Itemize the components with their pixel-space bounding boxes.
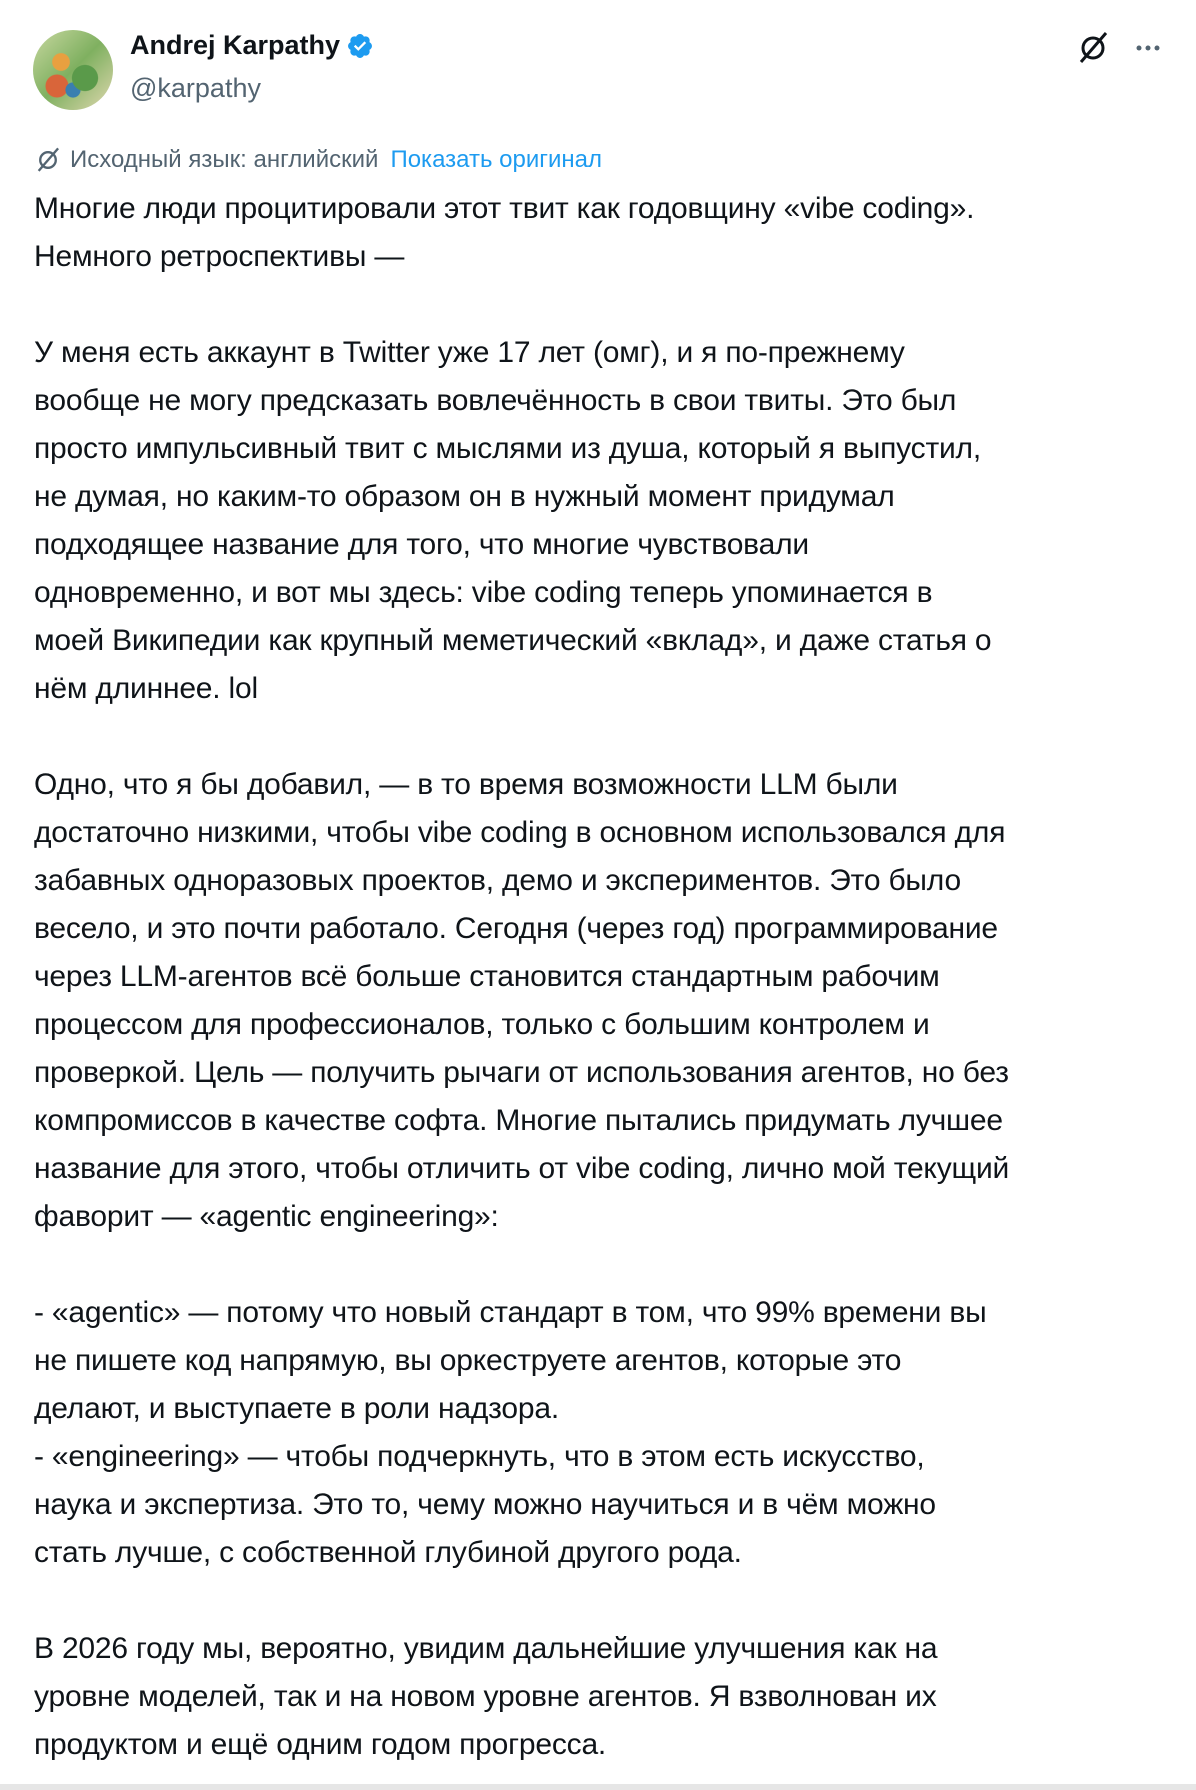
tweet-text-line: весело, и это почти работало. Сегодня (через год) программирование [34, 912, 998, 945]
author-name-row[interactable] [130, 30, 374, 61]
tweet-text-line: проверкой. Цель — получить рычаги от использования агентов, но без [34, 1056, 1009, 1089]
tweet-text-line: Одно, что я бы добавил, — в то время возможности LLM были [34, 768, 898, 801]
tweet-text-line: уровне моделей, так и на новом уровне агентов. Я взволнован их [34, 1680, 937, 1713]
tweet-text-line: процессом для профессионалов, только с большим контролем и [34, 1008, 930, 1041]
tweet-text-line: не пишете код напрямую, вы оркеструете агентов, которые это [34, 1344, 902, 1377]
translation-label: Исходный язык: английский [70, 146, 379, 173]
author-handle[interactable]: @karpathy [130, 73, 261, 103]
tweet-text-line: одновременно, и вот мы здесь: vibe coding теперь упоминается в [34, 576, 933, 609]
translation-notice [34, 146, 602, 174]
tweet-text-line: делают, и выступаете в роли надзора. [34, 1392, 559, 1425]
tweet-text-line: фаворит — «agentic engineering»: [34, 1200, 499, 1233]
tweet-text-line: забавных одноразовых проектов, демо и экспериментов. Это было [34, 864, 961, 897]
tweet-text-line: не думая, но каким-то образом он в нужный момент придумал [34, 480, 895, 513]
tweet-text-line: компромиссов в качестве софта. Многие пытались придумать лучшее [34, 1104, 1003, 1137]
tweet-text-line: наука и экспертиза. Это то, чему можно научиться и в чём можно [34, 1488, 936, 1521]
tweet-text-line: - «agentic» — потому что новый стандарт в том, что 99% времени вы [34, 1296, 987, 1329]
tweet-text-line: название для этого, чтобы отличить от vibe coding, лично мой текущий [34, 1152, 1010, 1185]
tweet-text-line [34, 281, 1009, 329]
tweet-text-line: подходящее название для того, что многие чувствовали [34, 528, 809, 561]
translate-icon [34, 146, 62, 174]
avatar[interactable] [33, 30, 113, 110]
tweet-text-line: нём длиннее. lol [34, 672, 258, 705]
author-name[interactable]: Andrej Karpathy [130, 30, 341, 60]
tweet-text-line: У меня есть аккаунт в Twitter уже 17 лет (омг), и я по-прежнему [34, 336, 905, 369]
grok-icon[interactable] [1075, 30, 1111, 66]
verified-badge-icon [346, 32, 374, 60]
tweet-text-line: - «engineering» — чтобы подчеркнуть, что в этом есть искусство, [34, 1440, 925, 1473]
divider [0, 1784, 1196, 1790]
more-icon[interactable] [1130, 30, 1166, 66]
tweet-text-line: моей Википедии как крупный меметический «вклад», и даже статья о [34, 624, 992, 657]
tweet-text-line: просто импульсивный твит с мыслями из душа, который я выпустил, [34, 432, 981, 465]
tweet-text-line: продуктом и ещё одним годом прогресса. [34, 1728, 607, 1761]
tweet-text [34, 185, 1009, 1769]
tweet-text-line [34, 1241, 1009, 1289]
tweet-text-line: стать лучше, с собственной глубиной другого рода. [34, 1536, 742, 1569]
tweet-text-line: В 2026 году мы, вероятно, увидим дальнейшие улучшения как на [34, 1632, 938, 1665]
tweet-text-line [34, 1577, 1009, 1625]
tweet-text-line: достаточно низкими, чтобы vibe coding в основном использовался для [34, 816, 1006, 849]
tweet-text-line: вообще не могу предсказать вовлечённость в свои твиты. Это был [34, 384, 957, 417]
tweet-text-line: Многие люди процитировали этот твит как годовщину «vibe coding». [34, 192, 975, 225]
tweet-text-line: через LLM-агентов всё больше становится стандартным рабочим [34, 960, 940, 993]
show-original-link[interactable]: Показать оригинал [390, 146, 602, 173]
tweet-text-line [34, 713, 1009, 761]
tweet-text-line: Немного ретроспективы — [34, 240, 405, 273]
